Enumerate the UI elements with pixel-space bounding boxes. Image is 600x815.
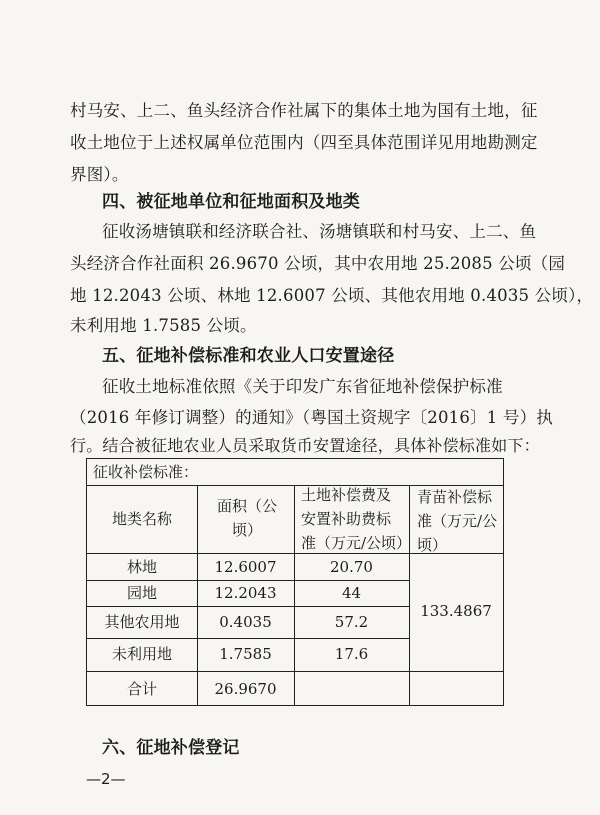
paragraph-line: 村马安、上二、鱼头经济合作社属下的集体土地为国有土地，征 (70, 101, 538, 120)
header-area: 面积（公顷） (216, 497, 277, 539)
paragraph-line: 征收土地标准依照《关于印发广东省征地补偿保护标准 (102, 377, 503, 396)
paragraph-line: 行。结合被征地农业人员采取货币安置途径，具体补偿标准如下： (70, 436, 540, 455)
table-cell: 0.4035 (219, 613, 272, 631)
table-cell: 44 (341, 584, 362, 602)
table-title: 征收补偿标准： (93, 463, 199, 481)
table-cell: 其他农用地 (104, 613, 180, 631)
compensation-table (86, 458, 504, 706)
table-cell: 1.7585 (219, 645, 272, 663)
table-cell: 17.6 (334, 645, 369, 663)
paragraph-line: 征收汤塘镇联和经济联合社、汤塘镇联和村马安、上二、鱼 (102, 222, 537, 241)
paragraph-line: 地 12.2043 公顷、林地 12.6007 公顷、其他农用地 0.4035 公顷）， (70, 286, 594, 305)
section-6-heading: 六、征地补偿登记 (102, 738, 240, 758)
table-cell: 林地 (126, 558, 157, 576)
header-crop-compensation: 青苗补偿标准（万元/公顷） (417, 488, 498, 554)
table-cell: 57.2 (334, 613, 369, 631)
paragraph-line: 未利用地 1.7585 公顷。 (70, 316, 257, 335)
table-cell: 12.6007 (214, 558, 277, 576)
table-cell: 20.70 (330, 558, 373, 576)
page-number: —2— (86, 770, 126, 788)
paragraph-line: 头经济合作社面积 26.9670 公顷，其中农用地 25.2085 公顷（园 (70, 254, 566, 273)
header-land-type: 地类名称 (111, 510, 172, 528)
paragraph-line: 收土地位于上述权属单位范围内（四至具体范围详见用地勘测定 (70, 133, 538, 152)
table-cell: 未利用地 (111, 645, 172, 663)
table-total-area: 26.9670 (214, 680, 277, 698)
table-cell: 12.2043 (214, 584, 277, 602)
header-land-compensation: 土地补偿费及安置补助费标准（万元/公顷） (301, 486, 412, 552)
table-cell: 园地 (126, 584, 157, 602)
paragraph-line: （2016 年修订调整）的通知》（粤国土资规字〔2016〕1 号）执 (70, 408, 554, 427)
section-5-heading: 五、征地补偿标准和农业人口安置途径 (102, 346, 395, 366)
section-4-heading: 四、被征地单位和征地面积及地类 (102, 192, 360, 212)
crop-compensation-value: 133.4867 (420, 602, 492, 620)
paragraph-line: 界图）。 (70, 165, 129, 184)
table-total-label: 合计 (126, 680, 157, 698)
